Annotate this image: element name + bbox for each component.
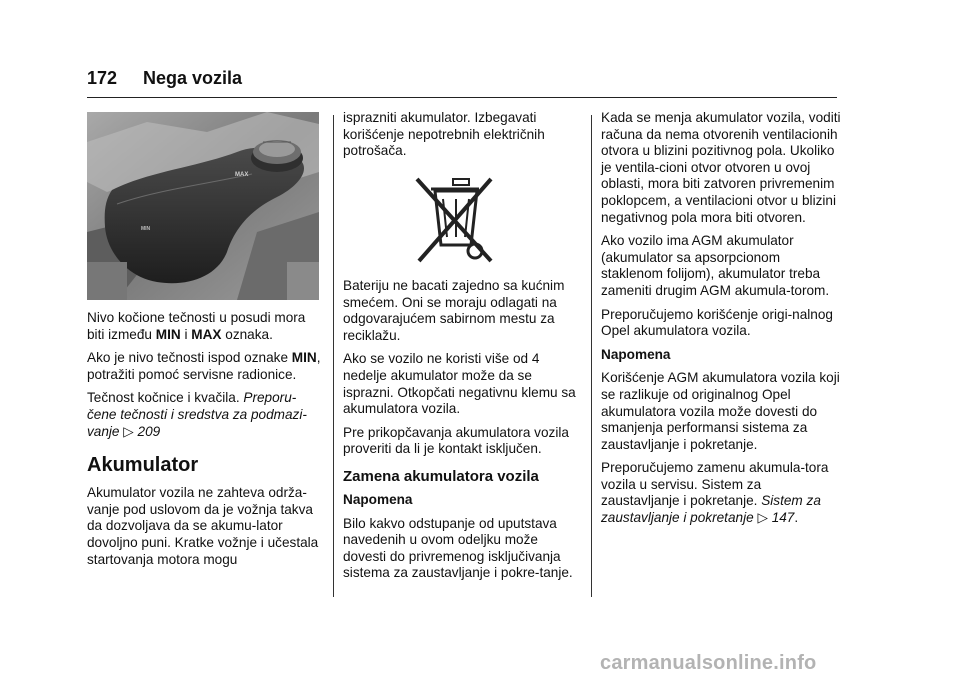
paragraph-note-stop-start: Bilo kakvo odstupanje od uputstava navedenih u ovom odeljku može dovesti do privremenog isključivanja sistema za zaustavljanje i pokre-tanje.: [343, 515, 573, 581]
paragraph-ignition-check: Pre prikopčavanja akumulatora vozila proveriti da li je kontakt isključen.: [343, 424, 569, 457]
paragraph-fluid-level: Nivo kočione tečnosti u posudi mora biti između MIN i MAX oznaka.: [87, 310, 306, 342]
paragraph-service-replacement: Preporučujemo zamenu akumula-tora vozila u servisu. Sistem za zaustavljanje i pokretanje. Sistem za zaustavljanje i pokretanje ▷ 147.: [601, 460, 829, 526]
paragraph-disposal: Bateriju ne bacati zajedno sa kućnim smećem. Oni se moraju odlagati na odgovarajućem sabirnom mestu za reciklažu.: [343, 278, 565, 343]
note-label: Napomena: [343, 491, 413, 507]
paragraph-original-battery: Preporučujemo korišćenje origi-nalnog Opel akumulatora vozila.: [601, 306, 833, 339]
max-mark-label: MAX: [235, 172, 249, 178]
column-2-lower: [343, 278, 583, 589]
page-header: [87, 68, 837, 98]
column-3: [601, 110, 841, 534]
brake-fluid-reservoir-photo: [87, 112, 319, 300]
paragraph-note-agm: Korišćenje AGM akumulatora vozila koji se razlikuje od originalnog Opel akumulatora vozila može dovesti do smanjenja performansi sistema za zaustavljanje i pokretanje.: [601, 370, 840, 452]
paragraph-agm: Ako vozilo ima AGM akumulator (akumulator sa apsorpcionom staklenom folijom), akumulator treba zameniti drugim AGM akumula-torom.: [601, 233, 830, 298]
header-rule: [87, 97, 837, 98]
page-ref-icon: ▷: [123, 423, 134, 439]
section-heading-battery-replacement: Zamena akumulatora vozila: [343, 467, 539, 485]
column-1: [87, 310, 325, 575]
crossed-out-bin-icon: [413, 175, 497, 265]
paragraph-long-storage: Ako se vozilo ne koristi više od 4 nedelje akumulator može da se isprazni. Otkopčati negativnu klemu sa akumulatora vozila.: [343, 351, 576, 417]
column-divider-2: [591, 115, 592, 597]
cross-reference-link[interactable]: Sistem za zaustavljanje i pokretanje: [601, 493, 821, 526]
cross-reference-page[interactable]: 209: [137, 423, 161, 439]
note-label: Napomena: [601, 346, 671, 362]
page-title: Nega vozila: [143, 68, 243, 88]
paragraph-battery-maintenance: Akumulator vozila ne zahteva održa-vanje pod uslovom da je vožnja takva da dozvoljava da se akumu-lator dovoljno puni. Kratke vožnje i učestala startovanja motora mogu: [87, 485, 319, 567]
paragraph-discharge: isprazniti akumulator. Izbegavati korišćenje nepotrebnih električnih potrošača.: [343, 110, 545, 159]
watermark: carmanualsonline.info: [600, 652, 817, 674]
paragraph-below-min: Ako je nivo tečnosti ispod oznake MIN, potražiti pomoć servisne radionice.: [87, 350, 321, 382]
min-mark-label: MIN: [141, 226, 151, 232]
page-ref-icon: ▷: [757, 510, 768, 526]
page-number: 172: [87, 68, 118, 88]
paragraph-brake-clutch-fluid: Tečnost kočnice i kvačila. Preporu-čene tečnosti i sredstva za podmazi-vanje ▷ 209: [87, 390, 307, 439]
column-divider-1: [333, 115, 334, 597]
cross-reference-page[interactable]: 147: [771, 510, 795, 526]
section-heading-akumulator: Akumulator: [87, 454, 199, 477]
paragraph-vent-openings: Kada se menja akumulator vozila, voditi računa da nema otvorenih ventilacionih otvora u blizini pozitivnog pola. Ukoliko je ventila-cioni otvor otvoren u ovoj oblasti, mora biti zatvoren privremenim poklopcem, a ventilacioni otvor u blizini negativnog pola mora biti otvoren.: [601, 110, 841, 225]
column-2: [343, 110, 583, 160]
cross-reference-link[interactable]: Preporu-čene tečnosti i sredstva za podmazi-vanje: [87, 390, 307, 439]
